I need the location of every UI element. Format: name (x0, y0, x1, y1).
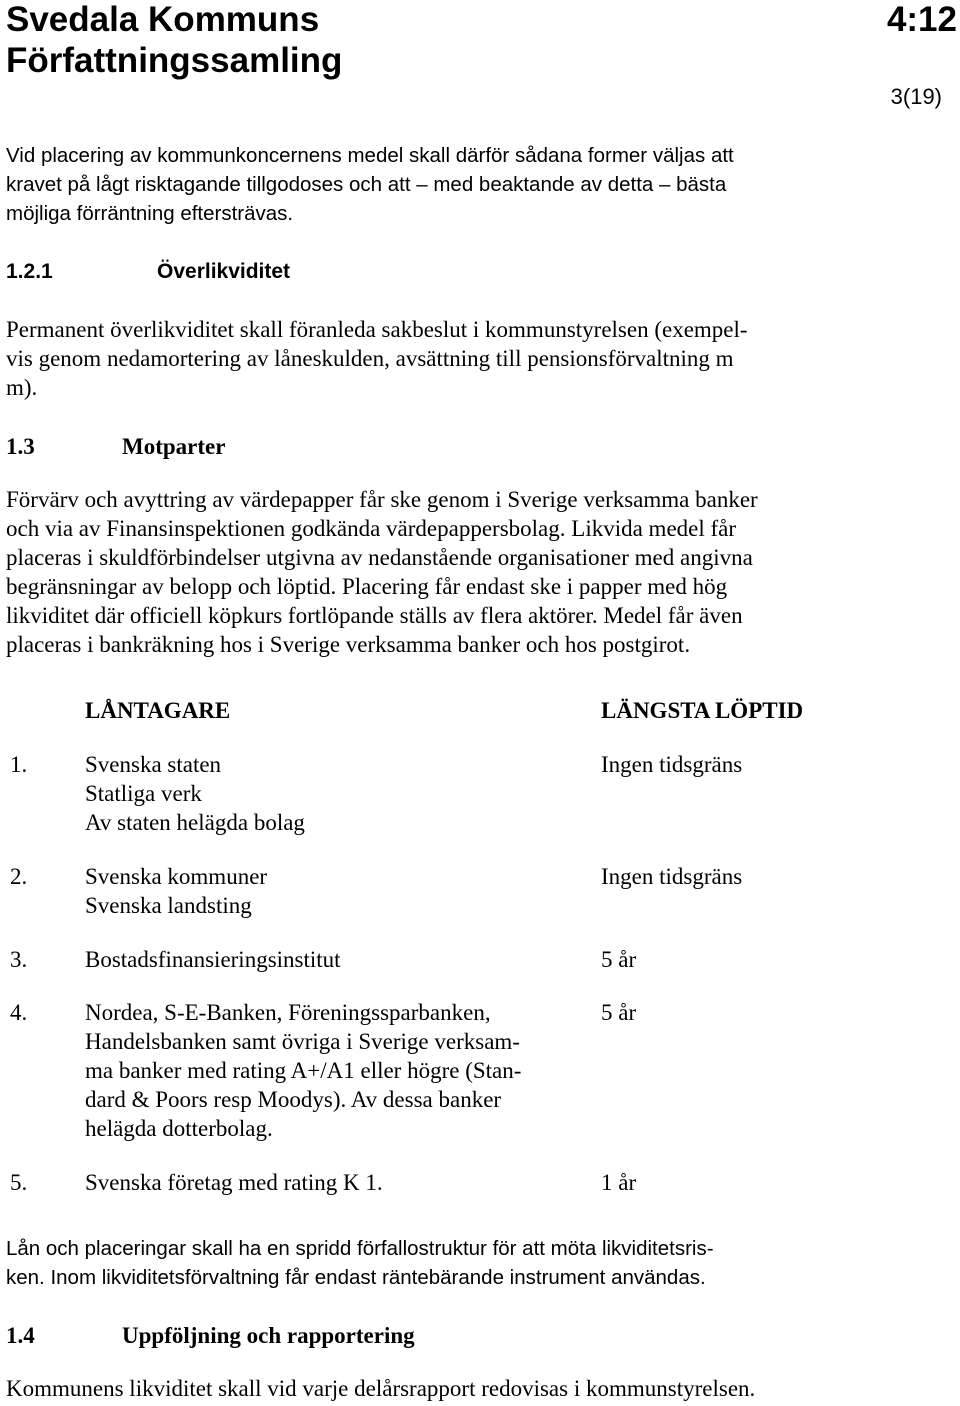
table-row-2-number: 2. (10, 864, 28, 889)
table-header-max-term: LÄNGSTA LÖPTID (601, 698, 804, 723)
table-row-2-line-2: Svenska landsting (85, 893, 252, 918)
section-121-title: Överlikviditet (157, 260, 291, 283)
section-13-line-5: likviditet där officiell köpkurs fortlöpande ställs av flera aktörer. Medel får även (6, 603, 743, 628)
table-row-5-term: 1 år (601, 1170, 637, 1195)
table-row-4-line-4: dard & Poors resp Moodys). Av dessa banker (85, 1087, 502, 1112)
section-121-line-3: m). (6, 375, 38, 400)
section-13-line-4: begränsningar av belopp och löptid. Placering får endast ske i papper med hög (6, 574, 728, 599)
table-row-4-line-1: Nordea, S-E-Banken, Föreningssparbanken, (85, 1000, 491, 1025)
table-row-5-number: 5. (10, 1170, 28, 1195)
document-title-line1: Svedala Kommuns (6, 0, 320, 39)
table-row-5-line-1: Svenska företag med rating K 1. (85, 1170, 383, 1195)
table-row-1-number: 1. (10, 752, 28, 777)
table-row-4-number: 4. (10, 1000, 28, 1025)
section-13-line-3: placeras i skuldförbindelser utgivna av nedanstående organisationer med angivna (6, 545, 753, 570)
section-121-line-1: Permanent överlikviditet skall föranleda sakbeslut i kommunstyrelsen (exempel- (6, 317, 748, 342)
table-row-4-term: 5 år (601, 1000, 637, 1025)
table-header-borrower: LÅNTAGARE (85, 698, 231, 723)
document-title-line2: Författningssamling (6, 41, 343, 80)
table-row-2-term: Ingen tidsgräns (601, 864, 743, 889)
section-14-number: 1.4 (6, 1323, 35, 1348)
table-row-3-line-1: Bostadsfinansieringsinstitut (85, 947, 341, 972)
closing-line-2: ken. Inom likviditetsförvaltning får endast räntebärande instrument användas. (6, 1266, 706, 1289)
section-121-line-2: vis genom nedamortering av låneskulden, avsättning till pensionsförvaltning m (6, 346, 734, 371)
section-121-number: 1.2.1 (6, 260, 53, 283)
intro-line-2: kravet på lågt risktagande tillgodoses och att – med beaktande av detta – bästa (6, 173, 727, 196)
intro-line-3: möjliga förräntning eftersträvas. (6, 202, 294, 225)
table-row-3-number: 3. (10, 947, 28, 972)
table-row-1-term: Ingen tidsgräns (601, 752, 743, 777)
page-number: 3(19) (890, 84, 942, 109)
section-13-number: 1.3 (6, 434, 35, 459)
section-13-title: Motparter (122, 434, 226, 459)
section-13-line-1: Förvärv och avyttring av värdepapper får ske genom i Sverige verksamma banker (6, 487, 758, 512)
table-row-1-line-1: Svenska staten (85, 752, 222, 777)
table-row-4-line-2: Handelsbanken samt övriga i Sverige verksam- (85, 1029, 520, 1054)
document-code: 4:12 (886, 0, 957, 39)
section-14-line-1: Kommunens likviditet skall vid varje delårsrapport redovisas i kommunstyrelsen. (6, 1376, 756, 1401)
table-row-1-line-3: Av staten helägda bolag (85, 810, 305, 835)
section-14-title: Uppföljning och rapportering (122, 1323, 415, 1348)
table-row-1-line-2: Statliga verk (85, 781, 202, 806)
table-row-3-term: 5 år (601, 947, 637, 972)
table-row-4-line-5: helägda dotterbolag. (85, 1116, 273, 1141)
closing-line-1: Lån och placeringar skall ha en spridd förfallostruktur för att möta likviditetsris- (6, 1237, 714, 1260)
table-row-2-line-1: Svenska kommuner (85, 864, 268, 889)
section-13-line-2: och via av Finansinspektionen godkända värdepappersbolag. Likvida medel får (6, 516, 737, 541)
section-13-line-6: placeras i bankräkning hos i Sverige verksamma banker och hos postgirot. (6, 632, 691, 657)
table-row-4-line-3: ma banker med rating A+/A1 eller högre (Stan- (85, 1058, 522, 1083)
intro-line-1: Vid placering av kommunkoncernens medel skall därför sådana former väljas att (6, 144, 734, 167)
